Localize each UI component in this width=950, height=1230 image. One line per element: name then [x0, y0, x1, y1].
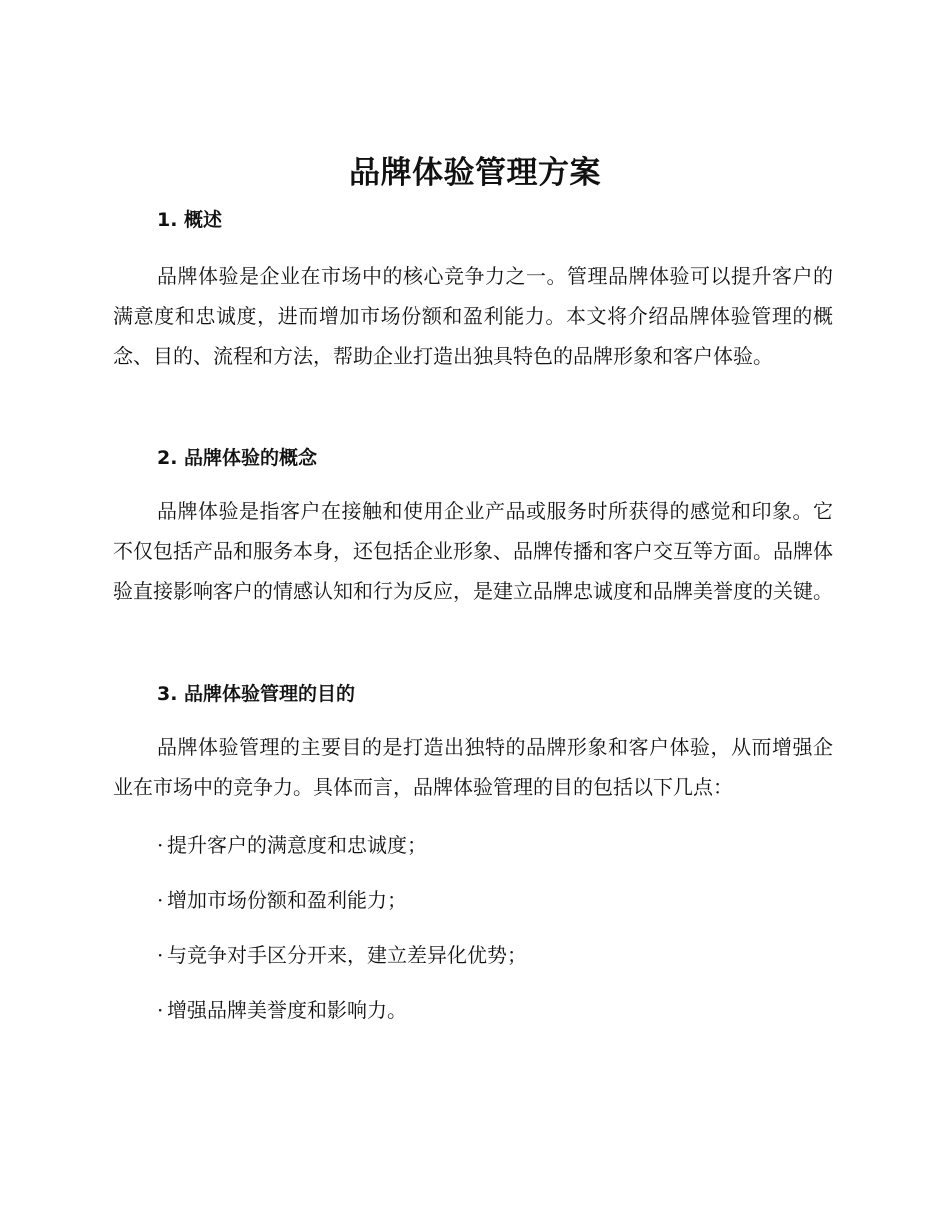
bullet-item — [157, 940, 527, 970]
bullet-item — [157, 830, 427, 860]
bullet-item — [157, 885, 407, 915]
bullet-text: 增强品牌美誉度和影响力。 — [167, 998, 407, 1022]
section-paragraph-purpose: 品牌体验管理的主要目的是打造出独特的品牌形象和客户体验，从而增强企业在市场中的竞争力。具体而言，品牌体验管理的目的包括以下几点： — [113, 735, 833, 799]
bullet-text: 增加市场份额和盈利能力； — [167, 888, 407, 912]
bullet-dot-icon: · — [157, 998, 164, 1022]
bullet-item — [157, 995, 407, 1025]
bullet-text: 与竞争对手区分开来，建立差异化优势； — [167, 943, 527, 967]
bullet-dot-icon: · — [157, 943, 164, 967]
bullet-text: 提升客户的满意度和忠诚度； — [167, 833, 427, 857]
section-paragraph-concept: 品牌体验是指客户在接触和使用企业产品或服务时所获得的感觉和印象。它不仅包括产品和服务本身，还包括企业形象、品牌传播和客户交互等方面。品牌体验直接影响客户的情感认知和行为反应，是建立品牌忠诚度和品牌美誉度的关键。 — [113, 499, 833, 603]
page-title: 品牌体验管理方案 — [349, 155, 601, 191]
bullet-dot-icon: · — [157, 888, 164, 912]
section-heading-overview: 1. 概述 — [157, 209, 223, 231]
section-heading-concept: 2. 品牌体验的概念 — [157, 447, 318, 469]
section-heading-purpose: 3. 品牌体验管理的目的 — [157, 683, 356, 705]
section-paragraph-overview: 品牌体验是企业在市场中的核心竞争力之一。管理品牌体验可以提升客户的满意度和忠诚度，进而增加市场份额和盈利能力。本文将介绍品牌体验管理的概念、目的、流程和方法，帮助企业打造出独具特色的品牌形象和客户体验。 — [113, 264, 833, 368]
bullet-dot-icon: · — [157, 833, 164, 857]
